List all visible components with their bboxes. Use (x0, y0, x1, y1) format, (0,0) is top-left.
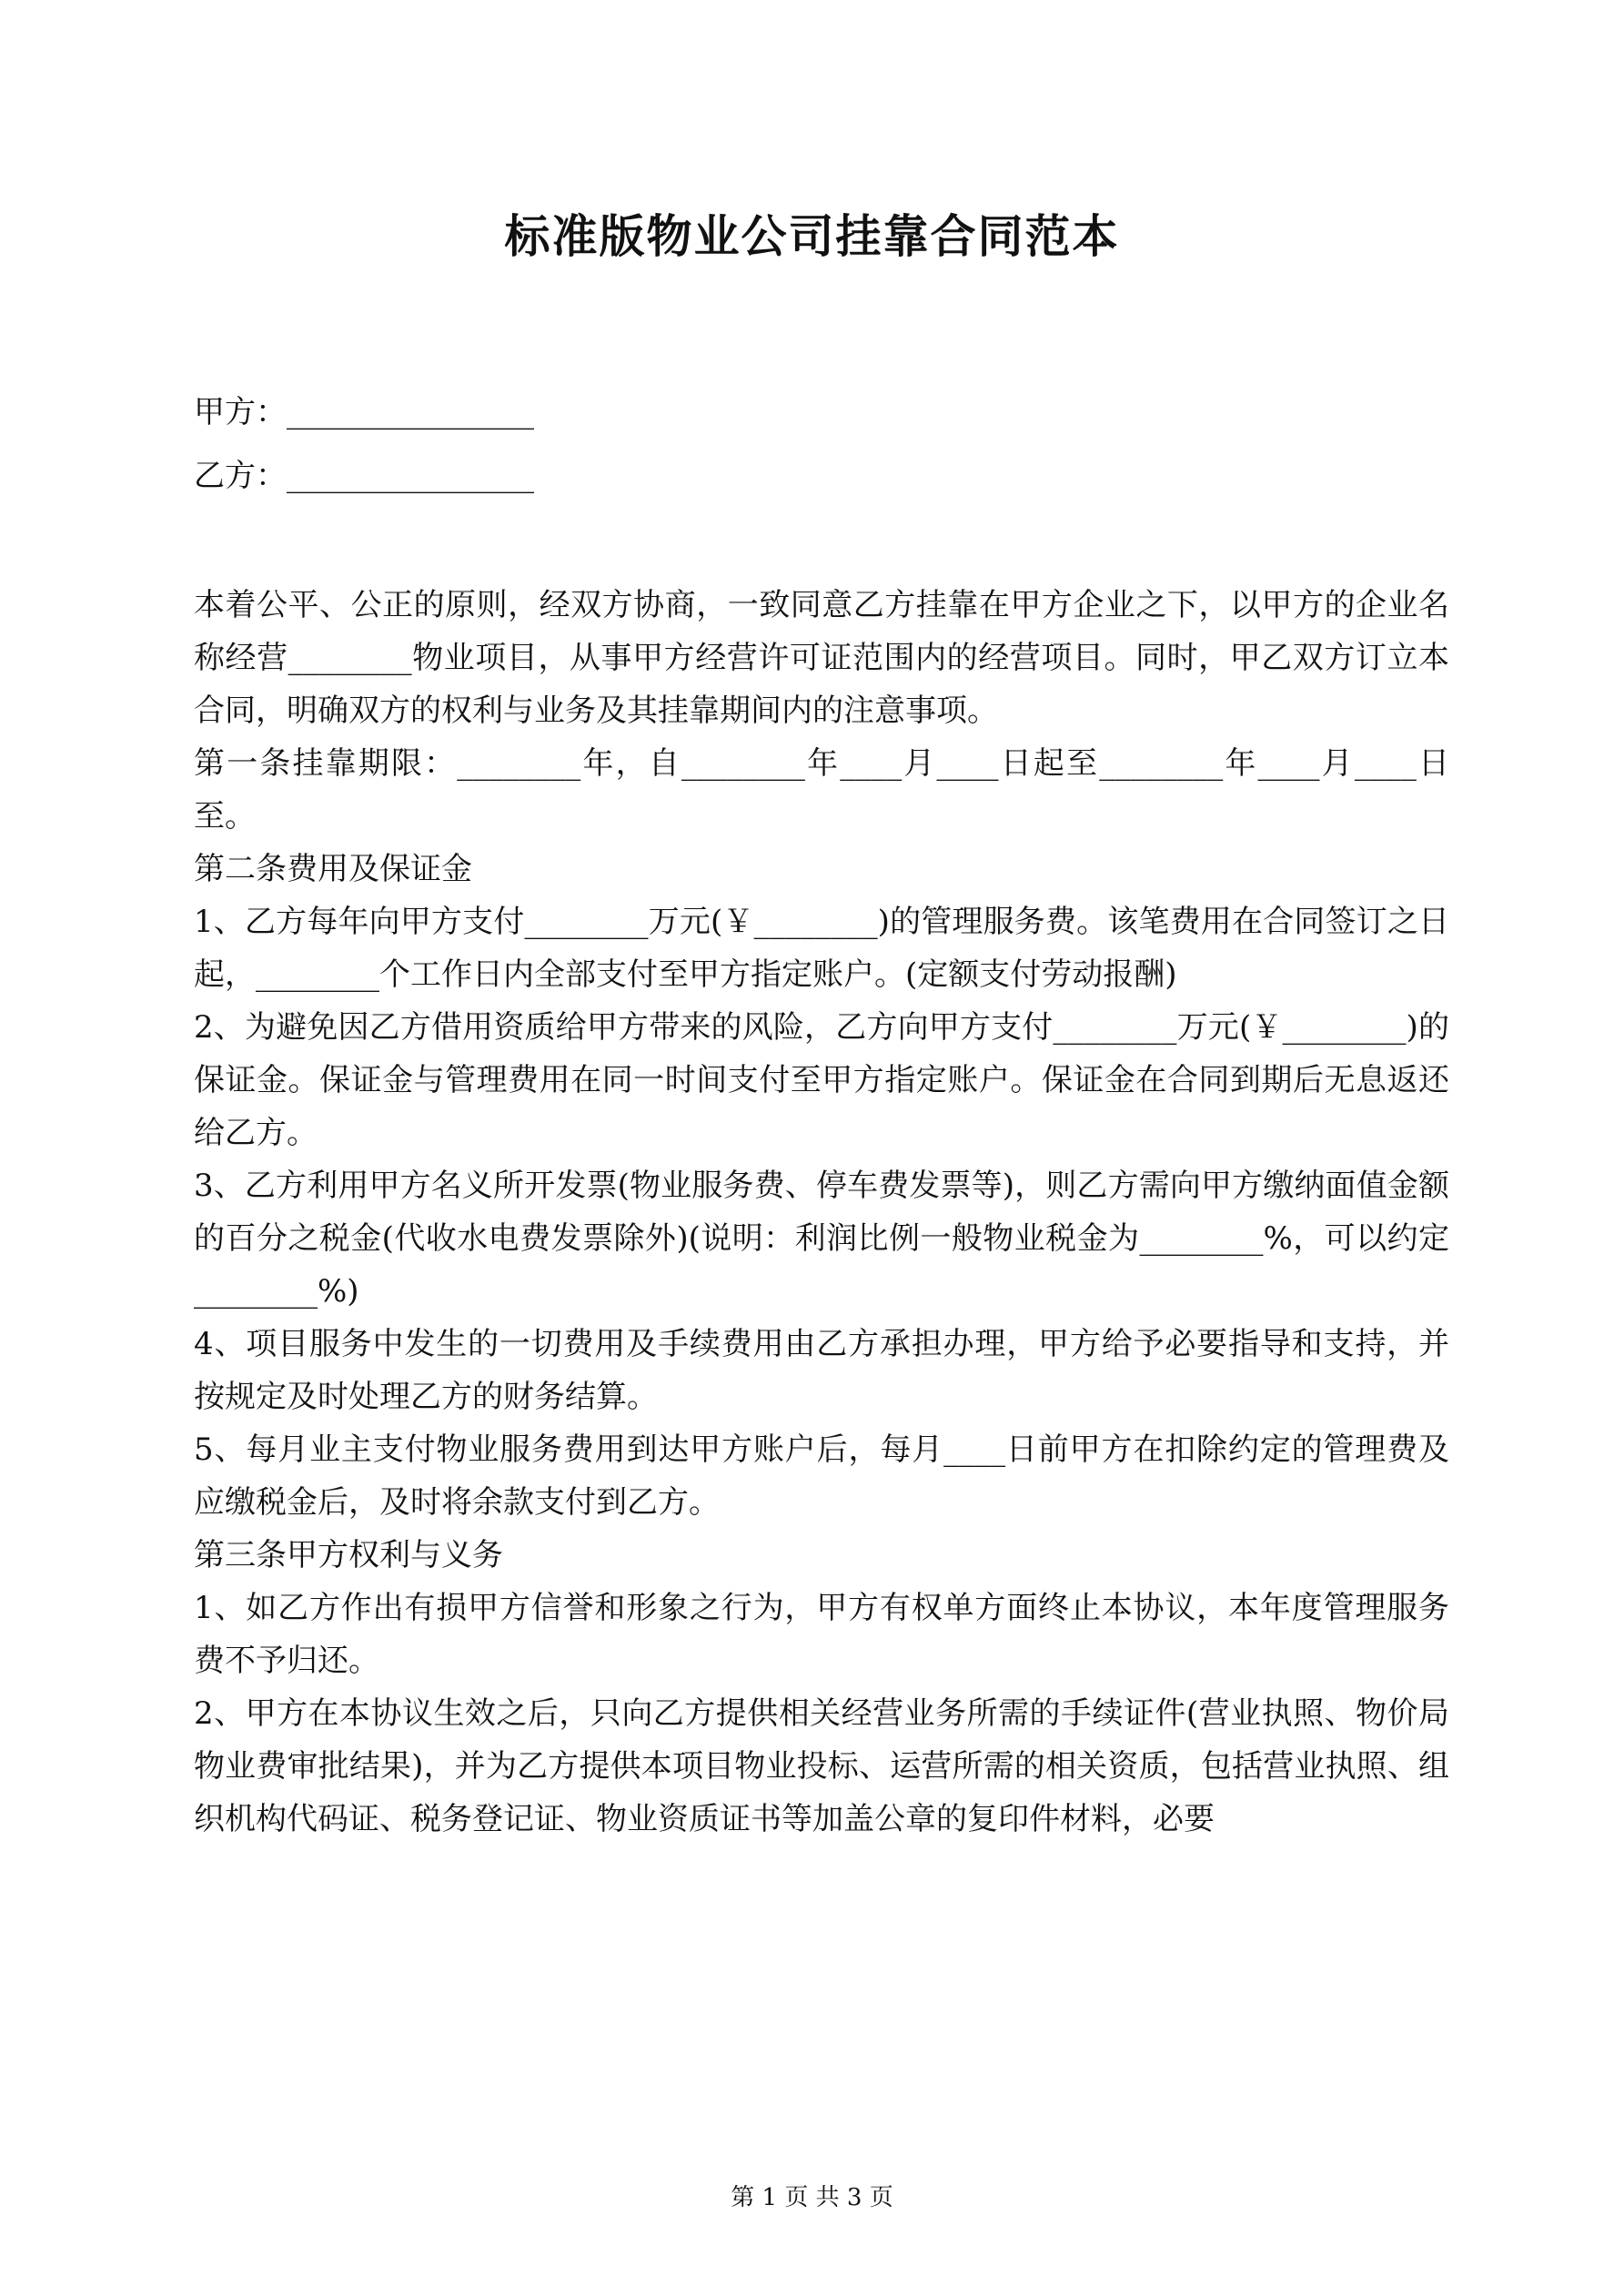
paragraph-article-2-item-3: 3、乙方利用甲方名义所开发票(物业服务费、停车费发票等)，则乙方需向甲方缴纳面值金额的百分之税金(代收水电费发票除外)(说明：利润比例一般物业税金为________%，可以约定________%) (194, 1168, 1449, 1310)
paragraph-article-3-item-2: 2、甲方在本协议生效之后，只向乙方提供相关经营业务所需的手续证件(营业执照、物价局物业费审批结果)，并为乙方提供本项目物业投标、运营所需的相关资质，包括营业执照、组织机构代码证、税务登记证、物业资质证书等加盖公章的复印件材料，必要 (194, 1695, 1449, 1837)
contract-body (194, 579, 1449, 1846)
party-a-line: 甲方：________________ (194, 394, 534, 430)
heading-article-2: 第二条费用及保证金 (194, 851, 472, 887)
document-title: 标准版物业公司挂靠合同范本 (504, 209, 1120, 263)
heading-article-3: 第三条甲方权利与义务 (194, 1537, 503, 1573)
paragraph-article-2-item-1: 1、乙方每年向甲方支付________万元(￥________)的管理服务费。该笔费用在合同签订之日起，________个工作日内全部支付至甲方指定账户。(定额支付劳动报酬) (194, 904, 1449, 993)
paragraph-article-3-item-1: 1、如乙方作出有损甲方信誉和形象之行为，甲方有权单方面终止本协议，本年度管理服务费不予归还。 (194, 1590, 1449, 1679)
paragraph-intro: 本着公平、公正的原则，经双方协商，一致同意乙方挂靠在甲方企业之下，以甲方的企业名称经营________物业项目，从事甲方经营许可证范围内的经营项目。同时，甲乙双方订立本合同，明确双方的权利与业务及其挂靠期间内的注意事项。 (194, 587, 1449, 729)
party-b-line: 乙方：________________ (194, 458, 534, 494)
paragraph-article-2-item-5: 5、每月业主支付物业服务费用到达甲方账户后，每月____日前甲方在扣除约定的管理费及应缴税金后，及时将余款支付到乙方。 (194, 1431, 1449, 1521)
paragraph-article-2-item-4: 4、项目服务中发生的一切费用及手续费用由乙方承担办理，甲方给予必要指导和支持，并按规定及时处理乙方的财务结算。 (194, 1326, 1449, 1415)
page-footer: 第 1 页 共 3 页 (731, 2184, 893, 2211)
paragraph-article-1: 第一条挂靠期限：________年，自________年____月____日起至________年____月____日至。 (194, 745, 1449, 834)
paragraph-article-2-item-2: 2、为避免因乙方借用资质给甲方带来的风险，乙方向甲方支付________万元(￥________)的保证金。保证金与管理费用在同一时间支付至甲方指定账户。保证金在合同到期后无息返还给乙方。 (194, 1009, 1449, 1151)
